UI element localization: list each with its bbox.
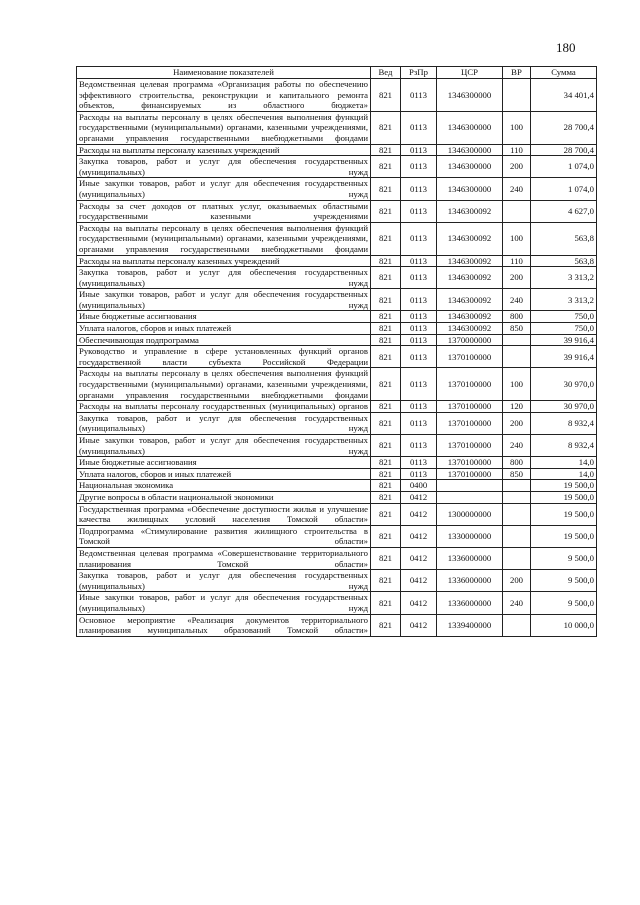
row-ved: 821 (371, 503, 401, 525)
table-row (77, 503, 597, 525)
row-sum: 1 074,0 (531, 178, 597, 200)
row-vr (503, 503, 531, 525)
row-csr: 1330000000 (437, 525, 503, 547)
row-sum: 8 932,4 (531, 435, 597, 457)
row-vr (503, 346, 531, 368)
row-rzpr: 0113 (401, 401, 437, 413)
row-rzpr: 0113 (401, 435, 437, 457)
row-name: Закупка товаров, работ и услуг для обеспечения государственных (муниципальных) нужд (77, 156, 371, 178)
row-name: Расходы на выплаты персоналу в целях обеспечения выполнения функций государственными (муниципальными) органами, казенными учреждениями, органами управления государственными внебюджетными фондами (77, 111, 371, 144)
row-csr: 1370100000 (437, 346, 503, 368)
row-csr: 1336000000 (437, 592, 503, 614)
row-ved: 821 (371, 457, 401, 469)
row-csr: 1346300000 (437, 178, 503, 200)
row-ved: 821 (371, 334, 401, 346)
row-rzpr: 0113 (401, 334, 437, 346)
row-ved: 821 (371, 412, 401, 434)
row-sum: 9 500,0 (531, 570, 597, 592)
table-row (77, 144, 597, 156)
row-vr (503, 200, 531, 222)
row-sum: 750,0 (531, 311, 597, 323)
row-name: Расходы на выплаты персоналу в целях обеспечения выполнения функций государственными (муниципальными) органами, казенными учреждениями, органами управления государственными внебюджетными фондами (77, 368, 371, 401)
row-sum: 19 500,0 (531, 503, 597, 525)
row-csr: 1346300092 (437, 222, 503, 255)
row-ved: 821 (371, 311, 401, 323)
row-name: Иные закупки товаров, работ и услуг для обеспечения государственных (муниципальных) нужд (77, 435, 371, 457)
row-sum: 563,8 (531, 255, 597, 267)
row-rzpr: 0412 (401, 547, 437, 569)
row-vr: 120 (503, 401, 531, 413)
row-csr: 1346300092 (437, 323, 503, 335)
row-csr: 1346300092 (437, 267, 503, 289)
table-row (77, 468, 597, 480)
table-row (77, 156, 597, 178)
row-rzpr: 0113 (401, 200, 437, 222)
row-name: Расходы на выплаты персоналу казенных учреждений (77, 255, 371, 267)
table-row (77, 570, 597, 592)
row-name: Уплата налогов, сборов и иных платежей (77, 468, 371, 480)
row-csr: 1346300092 (437, 311, 503, 323)
header-name: Наименование показателей (77, 67, 371, 79)
row-vr: 240 (503, 178, 531, 200)
row-csr: 1370100000 (437, 435, 503, 457)
row-csr (437, 491, 503, 503)
table-row (77, 334, 597, 346)
row-name: Закупка товаров, работ и услуг для обеспечения государственных (муниципальных) нужд (77, 412, 371, 434)
row-sum: 14,0 (531, 457, 597, 469)
row-ved: 821 (371, 401, 401, 413)
row-sum: 10 000,0 (531, 614, 597, 636)
row-sum: 3 313,2 (531, 267, 597, 289)
row-sum: 4 627,0 (531, 200, 597, 222)
row-name: Расходы на выплаты персоналу государственных (муниципальных) органов (77, 401, 371, 413)
row-rzpr: 0412 (401, 614, 437, 636)
row-csr: 1346300000 (437, 79, 503, 112)
row-sum: 9 500,0 (531, 547, 597, 569)
row-name: Расходы на выплаты персоналу в целях обеспечения выполнения функций государственными (муниципальными) органами, казенными учреждениями, органами управления государственными внебюджетными фондами (77, 222, 371, 255)
row-rzpr: 0412 (401, 503, 437, 525)
row-sum: 1 074,0 (531, 156, 597, 178)
row-ved: 821 (371, 222, 401, 255)
row-rzpr: 0412 (401, 525, 437, 547)
row-sum: 563,8 (531, 222, 597, 255)
table-row (77, 480, 597, 492)
table-row (77, 457, 597, 469)
row-ved: 821 (371, 468, 401, 480)
row-sum: 3 313,2 (531, 289, 597, 311)
row-vr: 200 (503, 267, 531, 289)
row-vr: 240 (503, 289, 531, 311)
row-ved: 821 (371, 592, 401, 614)
row-name: Подпрограмма «Стимулирование развития жилищного строительства в Томской области» (77, 525, 371, 547)
row-sum: 19 500,0 (531, 480, 597, 492)
row-sum: 34 401,4 (531, 79, 597, 112)
row-name: Другие вопросы в области национальной экономики (77, 491, 371, 503)
table-row (77, 368, 597, 401)
row-vr (503, 547, 531, 569)
row-vr: 240 (503, 592, 531, 614)
row-name: Закупка товаров, работ и услуг для обеспечения государственных (муниципальных) нужд (77, 570, 371, 592)
row-vr: 100 (503, 222, 531, 255)
row-vr (503, 525, 531, 547)
row-name: Иные бюджетные ассигнования (77, 457, 371, 469)
row-ved: 821 (371, 200, 401, 222)
table-row (77, 289, 597, 311)
table-row (77, 346, 597, 368)
row-csr: 1336000000 (437, 570, 503, 592)
row-sum: 28 700,4 (531, 111, 597, 144)
row-ved: 821 (371, 435, 401, 457)
row-name: Национальная экономика (77, 480, 371, 492)
row-rzpr: 0113 (401, 222, 437, 255)
row-ved: 821 (371, 480, 401, 492)
table-row (77, 222, 597, 255)
row-name: Ведомственная целевая программа «Организация работы по обеспечению эффективного строительства, реконструкции и капитального ремонта объектов, финансируемых из областного бюджета» (77, 79, 371, 112)
row-ved: 821 (371, 267, 401, 289)
row-rzpr: 0113 (401, 144, 437, 156)
row-csr: 1300000000 (437, 503, 503, 525)
table-row (77, 311, 597, 323)
row-rzpr: 0113 (401, 457, 437, 469)
row-ved: 821 (371, 323, 401, 335)
row-csr: 1370100000 (437, 401, 503, 413)
row-name: Расходы за счет доходов от платных услуг, оказываемых областными государственными казенными учреждениями (77, 200, 371, 222)
row-name: Иные бюджетные ассигнования (77, 311, 371, 323)
row-ved: 821 (371, 111, 401, 144)
row-name: Основное мероприятие «Реализация документов территориального планирования муниципальных образований Томской области» (77, 614, 371, 636)
budget-table (76, 66, 597, 637)
row-sum: 8 932,4 (531, 412, 597, 434)
row-name: Руководство и управление в сфере установленных функций органов государственной власти субъекта Российской Федерации (77, 346, 371, 368)
row-sum: 9 500,0 (531, 592, 597, 614)
row-csr: 1346300000 (437, 144, 503, 156)
page-number: 180 (556, 40, 576, 55)
row-csr: 1370000000 (437, 334, 503, 346)
row-rzpr: 0113 (401, 111, 437, 144)
row-sum: 19 500,0 (531, 525, 597, 547)
row-sum: 39 916,4 (531, 346, 597, 368)
row-ved: 821 (371, 614, 401, 636)
table-row (77, 401, 597, 413)
table-row (77, 547, 597, 569)
row-vr: 200 (503, 570, 531, 592)
table-row (77, 491, 597, 503)
row-csr: 1370100000 (437, 457, 503, 469)
row-ved: 821 (371, 346, 401, 368)
row-csr: 1346300000 (437, 111, 503, 144)
row-rzpr: 0113 (401, 289, 437, 311)
row-vr: 850 (503, 323, 531, 335)
row-vr: 200 (503, 156, 531, 178)
row-sum: 19 500,0 (531, 491, 597, 503)
row-rzpr: 0113 (401, 346, 437, 368)
row-rzpr: 0412 (401, 592, 437, 614)
table-row (77, 79, 597, 112)
table-row (77, 435, 597, 457)
row-ved: 821 (371, 368, 401, 401)
table-row (77, 614, 597, 636)
header-sum: Сумма (531, 67, 597, 79)
table-row (77, 525, 597, 547)
row-rzpr: 0113 (401, 178, 437, 200)
row-vr: 110 (503, 144, 531, 156)
row-rzpr: 0113 (401, 311, 437, 323)
row-ved: 821 (371, 491, 401, 503)
row-rzpr: 0113 (401, 323, 437, 335)
row-vr: 100 (503, 368, 531, 401)
row-sum: 30 970,0 (531, 401, 597, 413)
row-rzpr: 0113 (401, 79, 437, 112)
row-ved: 821 (371, 525, 401, 547)
row-ved: 821 (371, 144, 401, 156)
row-rzpr: 0412 (401, 491, 437, 503)
row-ved: 821 (371, 570, 401, 592)
header-ved: Вед (371, 67, 401, 79)
table-body (77, 79, 597, 637)
row-vr: 100 (503, 111, 531, 144)
row-vr (503, 480, 531, 492)
header-csr: ЦСР (437, 67, 503, 79)
row-csr: 1336000000 (437, 547, 503, 569)
row-rzpr: 0113 (401, 267, 437, 289)
table-row (77, 111, 597, 144)
row-ved: 821 (371, 79, 401, 112)
table-row (77, 200, 597, 222)
row-csr: 1346300000 (437, 156, 503, 178)
row-sum: 39 916,4 (531, 334, 597, 346)
row-rzpr: 0113 (401, 156, 437, 178)
row-csr: 1346300092 (437, 289, 503, 311)
row-vr (503, 79, 531, 112)
row-sum: 30 970,0 (531, 368, 597, 401)
row-name: Иные закупки товаров, работ и услуг для обеспечения государственных (муниципальных) нужд (77, 592, 371, 614)
row-rzpr: 0412 (401, 570, 437, 592)
table-row (77, 178, 597, 200)
row-ved: 821 (371, 255, 401, 267)
row-vr: 110 (503, 255, 531, 267)
row-name: Уплата налогов, сборов и иных платежей (77, 323, 371, 335)
table-row (77, 267, 597, 289)
row-csr (437, 480, 503, 492)
row-rzpr: 0113 (401, 412, 437, 434)
row-csr: 1346300092 (437, 255, 503, 267)
row-ved: 821 (371, 156, 401, 178)
row-csr: 1339400000 (437, 614, 503, 636)
row-name: Ведомственная целевая программа «Совершенствование территориального планирования Томской области» (77, 547, 371, 569)
row-name: Иные закупки товаров, работ и услуг для обеспечения государственных (муниципальных) нужд (77, 289, 371, 311)
table-header-row (77, 67, 597, 79)
row-vr (503, 334, 531, 346)
row-csr: 1370100000 (437, 468, 503, 480)
row-rzpr: 0400 (401, 480, 437, 492)
row-csr: 1370100000 (437, 368, 503, 401)
table-row (77, 592, 597, 614)
table-row (77, 255, 597, 267)
row-name: Расходы на выплаты персоналу казенных учреждений (77, 144, 371, 156)
row-rzpr: 0113 (401, 368, 437, 401)
row-vr: 800 (503, 457, 531, 469)
row-vr: 850 (503, 468, 531, 480)
row-vr (503, 614, 531, 636)
row-csr: 1370100000 (437, 412, 503, 434)
row-name: Иные закупки товаров, работ и услуг для обеспечения государственных (муниципальных) нужд (77, 178, 371, 200)
header-rzpr: РзПр (401, 67, 437, 79)
row-rzpr: 0113 (401, 468, 437, 480)
row-sum: 750,0 (531, 323, 597, 335)
row-name: Государственная программа «Обеспечение доступности жилья и улучшение качества жилищных условий населения Томской области» (77, 503, 371, 525)
row-ved: 821 (371, 289, 401, 311)
row-vr: 240 (503, 435, 531, 457)
table-row (77, 323, 597, 335)
header-vr: ВР (503, 67, 531, 79)
row-vr: 800 (503, 311, 531, 323)
row-rzpr: 0113 (401, 255, 437, 267)
row-ved: 821 (371, 178, 401, 200)
table-row (77, 412, 597, 434)
row-csr: 1346300092 (437, 200, 503, 222)
row-name: Обеспечивающая подпрограмма (77, 334, 371, 346)
row-sum: 14,0 (531, 468, 597, 480)
row-vr (503, 491, 531, 503)
row-vr: 200 (503, 412, 531, 434)
row-sum: 28 700,4 (531, 144, 597, 156)
row-ved: 821 (371, 547, 401, 569)
row-name: Закупка товаров, работ и услуг для обеспечения государственных (муниципальных) нужд (77, 267, 371, 289)
